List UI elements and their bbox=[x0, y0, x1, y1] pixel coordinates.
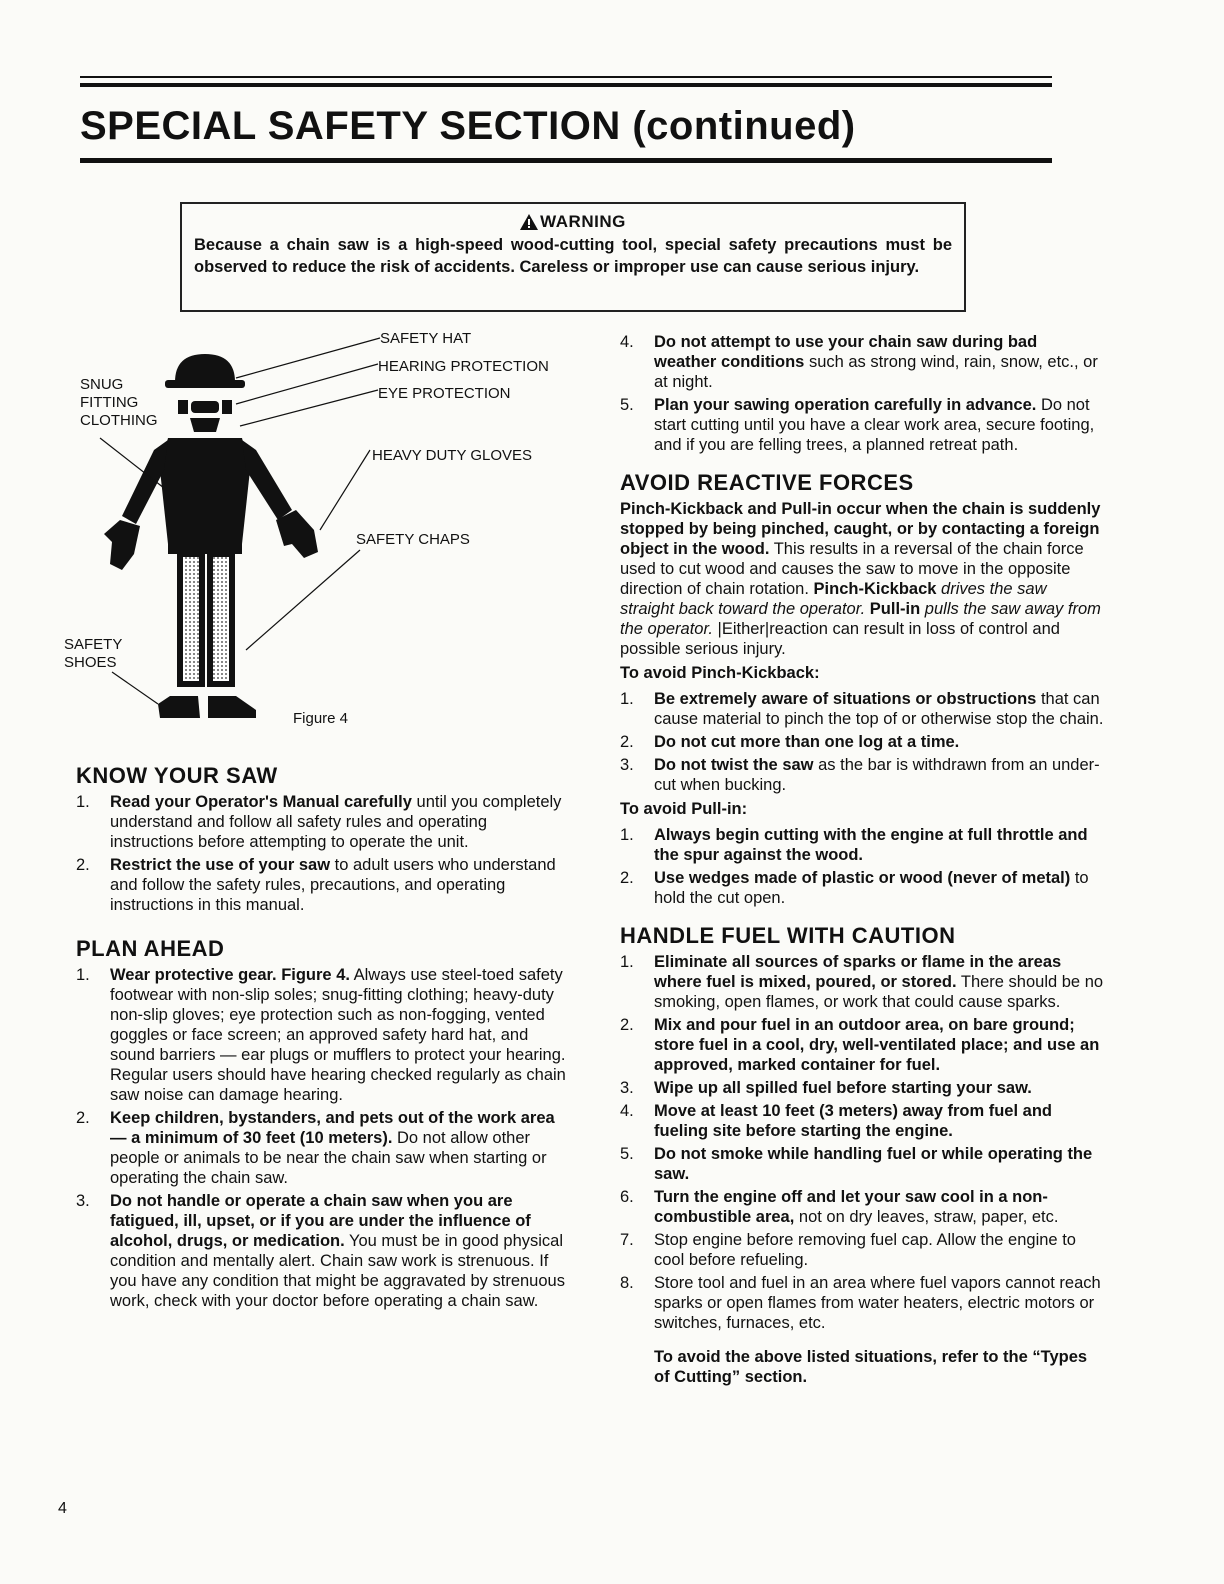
list-item bbox=[620, 1230, 1104, 1270]
label-shoes-line1: SAFETY bbox=[64, 636, 123, 653]
item-number: 1. bbox=[620, 690, 634, 708]
title-underline bbox=[80, 158, 1052, 163]
item-number: 5. bbox=[620, 396, 634, 414]
label-snug-line2: FITTING bbox=[80, 394, 139, 411]
list-item bbox=[76, 792, 566, 852]
label-snug-line3: CLOTHING bbox=[80, 412, 158, 429]
label-snug-line1: SNUG bbox=[80, 376, 124, 393]
list-item bbox=[620, 689, 1104, 729]
item-lead: Do not handle or operate a chain saw when you are fatigued, ill, upset, or if you are under the influence of alcohol, drugs, or medication. bbox=[110, 1192, 531, 1250]
figure-caption: Figure 4 bbox=[293, 710, 349, 727]
item-lead: Use wedges made of plastic or wood (never of metal) bbox=[654, 869, 1071, 887]
plan-ahead-list bbox=[76, 965, 566, 1311]
item-text: until you completely understand and follow all safety rules and operating instructions before attempting to operate the unit. bbox=[110, 793, 562, 851]
item-number: 5. bbox=[620, 1145, 634, 1163]
warning-heading bbox=[194, 212, 952, 234]
avoid-reactive-forces-heading: AVOID REACTIVE FORCES bbox=[620, 470, 914, 495]
right-chap bbox=[210, 554, 232, 684]
pinch-kickback-desc: drives the saw straight back toward the operator. bbox=[620, 580, 1047, 618]
label-eye-protection: EYE PROTECTION bbox=[378, 385, 511, 402]
item-text: not on dry leaves, straw, paper, etc. bbox=[794, 1208, 1059, 1226]
item-number: 4. bbox=[620, 333, 634, 351]
item-lead: Eliminate all sources of sparks or flame in the areas where fuel is mixed, poured, or stored. bbox=[654, 953, 1062, 991]
handle-fuel-list bbox=[620, 952, 1104, 1333]
list-item bbox=[620, 952, 1104, 1012]
item-text: to hold the cut open. bbox=[654, 869, 1089, 907]
right-glove-icon bbox=[276, 510, 318, 558]
item-number: 2. bbox=[76, 856, 90, 874]
item-text: There should be no smoking, open flames, or work that could cause sparks. bbox=[654, 973, 1104, 1011]
reactive-end-text: |Either|reaction can result in loss of control and possible serious injury. bbox=[620, 620, 1060, 658]
fuel-closing-note: To avoid the above listed situations, refer to the “Types of Cutting” section. bbox=[654, 1348, 1088, 1386]
item-lead: Do not cut more than one log at a time. bbox=[654, 733, 960, 751]
item-lead: Be extremely aware of situations or obstructions bbox=[654, 690, 1037, 708]
list-item bbox=[76, 855, 566, 915]
list-item bbox=[620, 825, 1104, 865]
item-text: as the bar is withdrawn from an under-cut when bucking. bbox=[654, 756, 1100, 794]
item-lead: Wipe up all spilled fuel before starting your saw. bbox=[654, 1079, 1032, 1097]
item-lead: Wear protective gear. Figure 4. bbox=[110, 966, 350, 984]
hard-hat-icon bbox=[175, 354, 235, 382]
label-safety-shoes bbox=[64, 636, 122, 672]
item-number: 2. bbox=[620, 733, 634, 751]
label-heavy-duty-gloves: HEAVY DUTY GLOVES bbox=[372, 447, 533, 464]
item-number: 1. bbox=[76, 966, 90, 984]
list-item bbox=[76, 965, 566, 1105]
list-item bbox=[76, 1191, 566, 1311]
item-number: 3. bbox=[76, 1192, 90, 1210]
label-shoes-line2: SHOES bbox=[64, 654, 117, 671]
goggles-icon bbox=[191, 401, 219, 413]
list-item bbox=[620, 1101, 1104, 1141]
know-your-saw-list bbox=[76, 792, 566, 915]
warning-triangle-icon bbox=[520, 214, 538, 230]
list-item bbox=[620, 1078, 1104, 1098]
item-number: 6. bbox=[620, 1188, 634, 1206]
top-rule bbox=[80, 76, 1052, 78]
page-number: 4 bbox=[58, 1500, 67, 1517]
item-number: 1. bbox=[76, 793, 90, 811]
list-item bbox=[620, 332, 1104, 392]
item-lead: Keep children, bystanders, and pets out of the work area — a minimum of 30 feet (10 meters). bbox=[110, 1109, 555, 1147]
list-item bbox=[620, 1187, 1104, 1227]
warning-text: Because a chain saw is a high-speed wood-cutting tool, special safety precautions must be observed to reduce the risk of accidents. Careless or improper use can cause serious injury. bbox=[194, 236, 952, 276]
item-text: Stop engine before removing fuel cap. Allow the engine to cool before refueling. bbox=[654, 1231, 1076, 1269]
item-number: 2. bbox=[620, 1016, 634, 1034]
plan-ahead-heading: PLAN AHEAD bbox=[76, 936, 225, 961]
pull-in-term: Pull-in bbox=[869, 600, 921, 618]
item-lead: Do not attempt to use your chain saw during bad weather conditions bbox=[654, 333, 1038, 371]
pinch-kickback-subheading: To avoid Pinch-Kickback: bbox=[620, 664, 820, 682]
label-snug-fitting-clothing bbox=[80, 376, 158, 430]
pull-in-subheading: To avoid Pull-in: bbox=[620, 800, 748, 818]
list-item bbox=[620, 732, 1104, 752]
label-safety-chaps: SAFETY CHAPS bbox=[356, 531, 470, 548]
list-item bbox=[620, 868, 1104, 908]
reactive-intro-bold: Pinch-Kickback and Pull-in occur when the chain is suddenly stopped by being pinched, caught, or by contacting a foreign object in the wood. bbox=[620, 500, 1101, 558]
item-number: 2. bbox=[620, 869, 634, 887]
item-lead: Turn the engine off and let your saw cool in a non-combustible area, bbox=[654, 1188, 1048, 1226]
item-text: to adult users who understand and follow the safety rules, precautions, and operating instructions in this manual. bbox=[110, 856, 556, 914]
left-shoe-icon bbox=[158, 696, 200, 718]
item-text: Do not allow other people or animals to be near the chain saw when starting or operating the chain saw. bbox=[110, 1129, 547, 1187]
item-number: 1. bbox=[620, 953, 634, 971]
warning-box bbox=[180, 202, 966, 312]
list-item bbox=[620, 1273, 1104, 1333]
item-number: 4. bbox=[620, 1102, 634, 1120]
item-text: that can cause material to pinch the top of or otherwise stop the chain. bbox=[654, 690, 1104, 728]
handle-fuel-heading: HANDLE FUEL WITH CAUTION bbox=[620, 923, 956, 948]
label-safety-hat: SAFETY HAT bbox=[380, 330, 472, 347]
pull-in-list bbox=[620, 825, 1104, 908]
reactive-intro-text: This results in a reversal of the chain force used to cut wood and causes the saw to move in the opposite direction of chain rotation. bbox=[620, 540, 1084, 598]
list-item bbox=[76, 1108, 566, 1188]
item-lead: Read your Operator's Manual carefully bbox=[110, 793, 412, 811]
left-glove-icon bbox=[104, 520, 140, 570]
item-text: such as strong wind, rain, snow, etc., or at night. bbox=[654, 353, 1098, 391]
item-number: 7. bbox=[620, 1231, 634, 1249]
item-text: Do not start cutting until you have a clear work area, secure footing, and if you are felling trees, a planned retreat path. bbox=[654, 396, 1095, 454]
list-item bbox=[620, 1144, 1104, 1184]
item-lead: Restrict the use of your saw bbox=[110, 856, 331, 874]
pinch-kickback-term: Pinch-Kickback bbox=[813, 580, 937, 598]
item-lead: Do not smoke while handling fuel or while operating the saw. bbox=[654, 1145, 1093, 1183]
item-lead: Move at least 10 feet (3 meters) away from fuel and fueling site before starting the engine. bbox=[654, 1102, 1052, 1140]
right-column bbox=[620, 332, 1104, 1387]
reactive-intro bbox=[620, 499, 1104, 659]
item-number: 8. bbox=[620, 1274, 634, 1292]
list-item bbox=[620, 1015, 1104, 1075]
top-rule-thick bbox=[80, 83, 1052, 87]
item-text: Store tool and fuel in an area where fuel vapors cannot reach sparks or open flames from water heaters, electric motors or switches, furnaces, etc. bbox=[654, 1274, 1101, 1332]
right-shoe-icon bbox=[208, 696, 256, 718]
item-number: 3. bbox=[620, 1079, 634, 1097]
left-chap bbox=[180, 554, 202, 684]
item-number: 2. bbox=[76, 1109, 90, 1127]
item-number: 3. bbox=[620, 756, 634, 774]
item-text: You must be in good physical condition and mentally alert. Chain saw work is strenuous. If you have any condition that might be aggravated by strenuous work, check with your doctor before operating a chain saw. bbox=[110, 1232, 565, 1310]
item-text: Always use steel-toed safety footwear with non-slip soles; snug-fitting clothing; heavy-duty non-slip gloves; eye protection such as non-fogging, vented goggles or face screen; an approved safety hard hat, and sound barriers — ear plugs or mufflers to protect your hearing. Regular users should have hearing checked regularly as chain saw noise can damage hearing. bbox=[110, 966, 566, 1104]
item-lead: Plan your sawing operation carefully in advance. bbox=[654, 396, 1037, 414]
item-lead: Mix and pour fuel in an outdoor area, on bare ground; store fuel in a cool, dry, well-ventilated place; and use an approved, marked container for fuel. bbox=[654, 1016, 1100, 1074]
list-item bbox=[620, 755, 1104, 795]
list-item bbox=[620, 395, 1104, 455]
plan-ahead-continued-list bbox=[620, 332, 1104, 455]
label-hearing-protection: HEARING PROTECTION bbox=[378, 358, 549, 375]
page-title: SPECIAL SAFETY SECTION (continued) bbox=[80, 104, 856, 148]
know-your-saw-heading: KNOW YOUR SAW bbox=[76, 763, 278, 788]
pull-in-desc: pulls the saw away from the operator. bbox=[620, 600, 1101, 638]
torso bbox=[160, 438, 250, 544]
item-lead: Always begin cutting with the engine at full throttle and the spur against the wood. bbox=[654, 826, 1088, 864]
item-lead: Do not twist the saw bbox=[654, 756, 814, 774]
item-number: 1. bbox=[620, 826, 634, 844]
left-column bbox=[76, 763, 566, 1314]
warning-label: WARNING bbox=[540, 212, 626, 231]
pinch-kickback-list bbox=[620, 689, 1104, 795]
